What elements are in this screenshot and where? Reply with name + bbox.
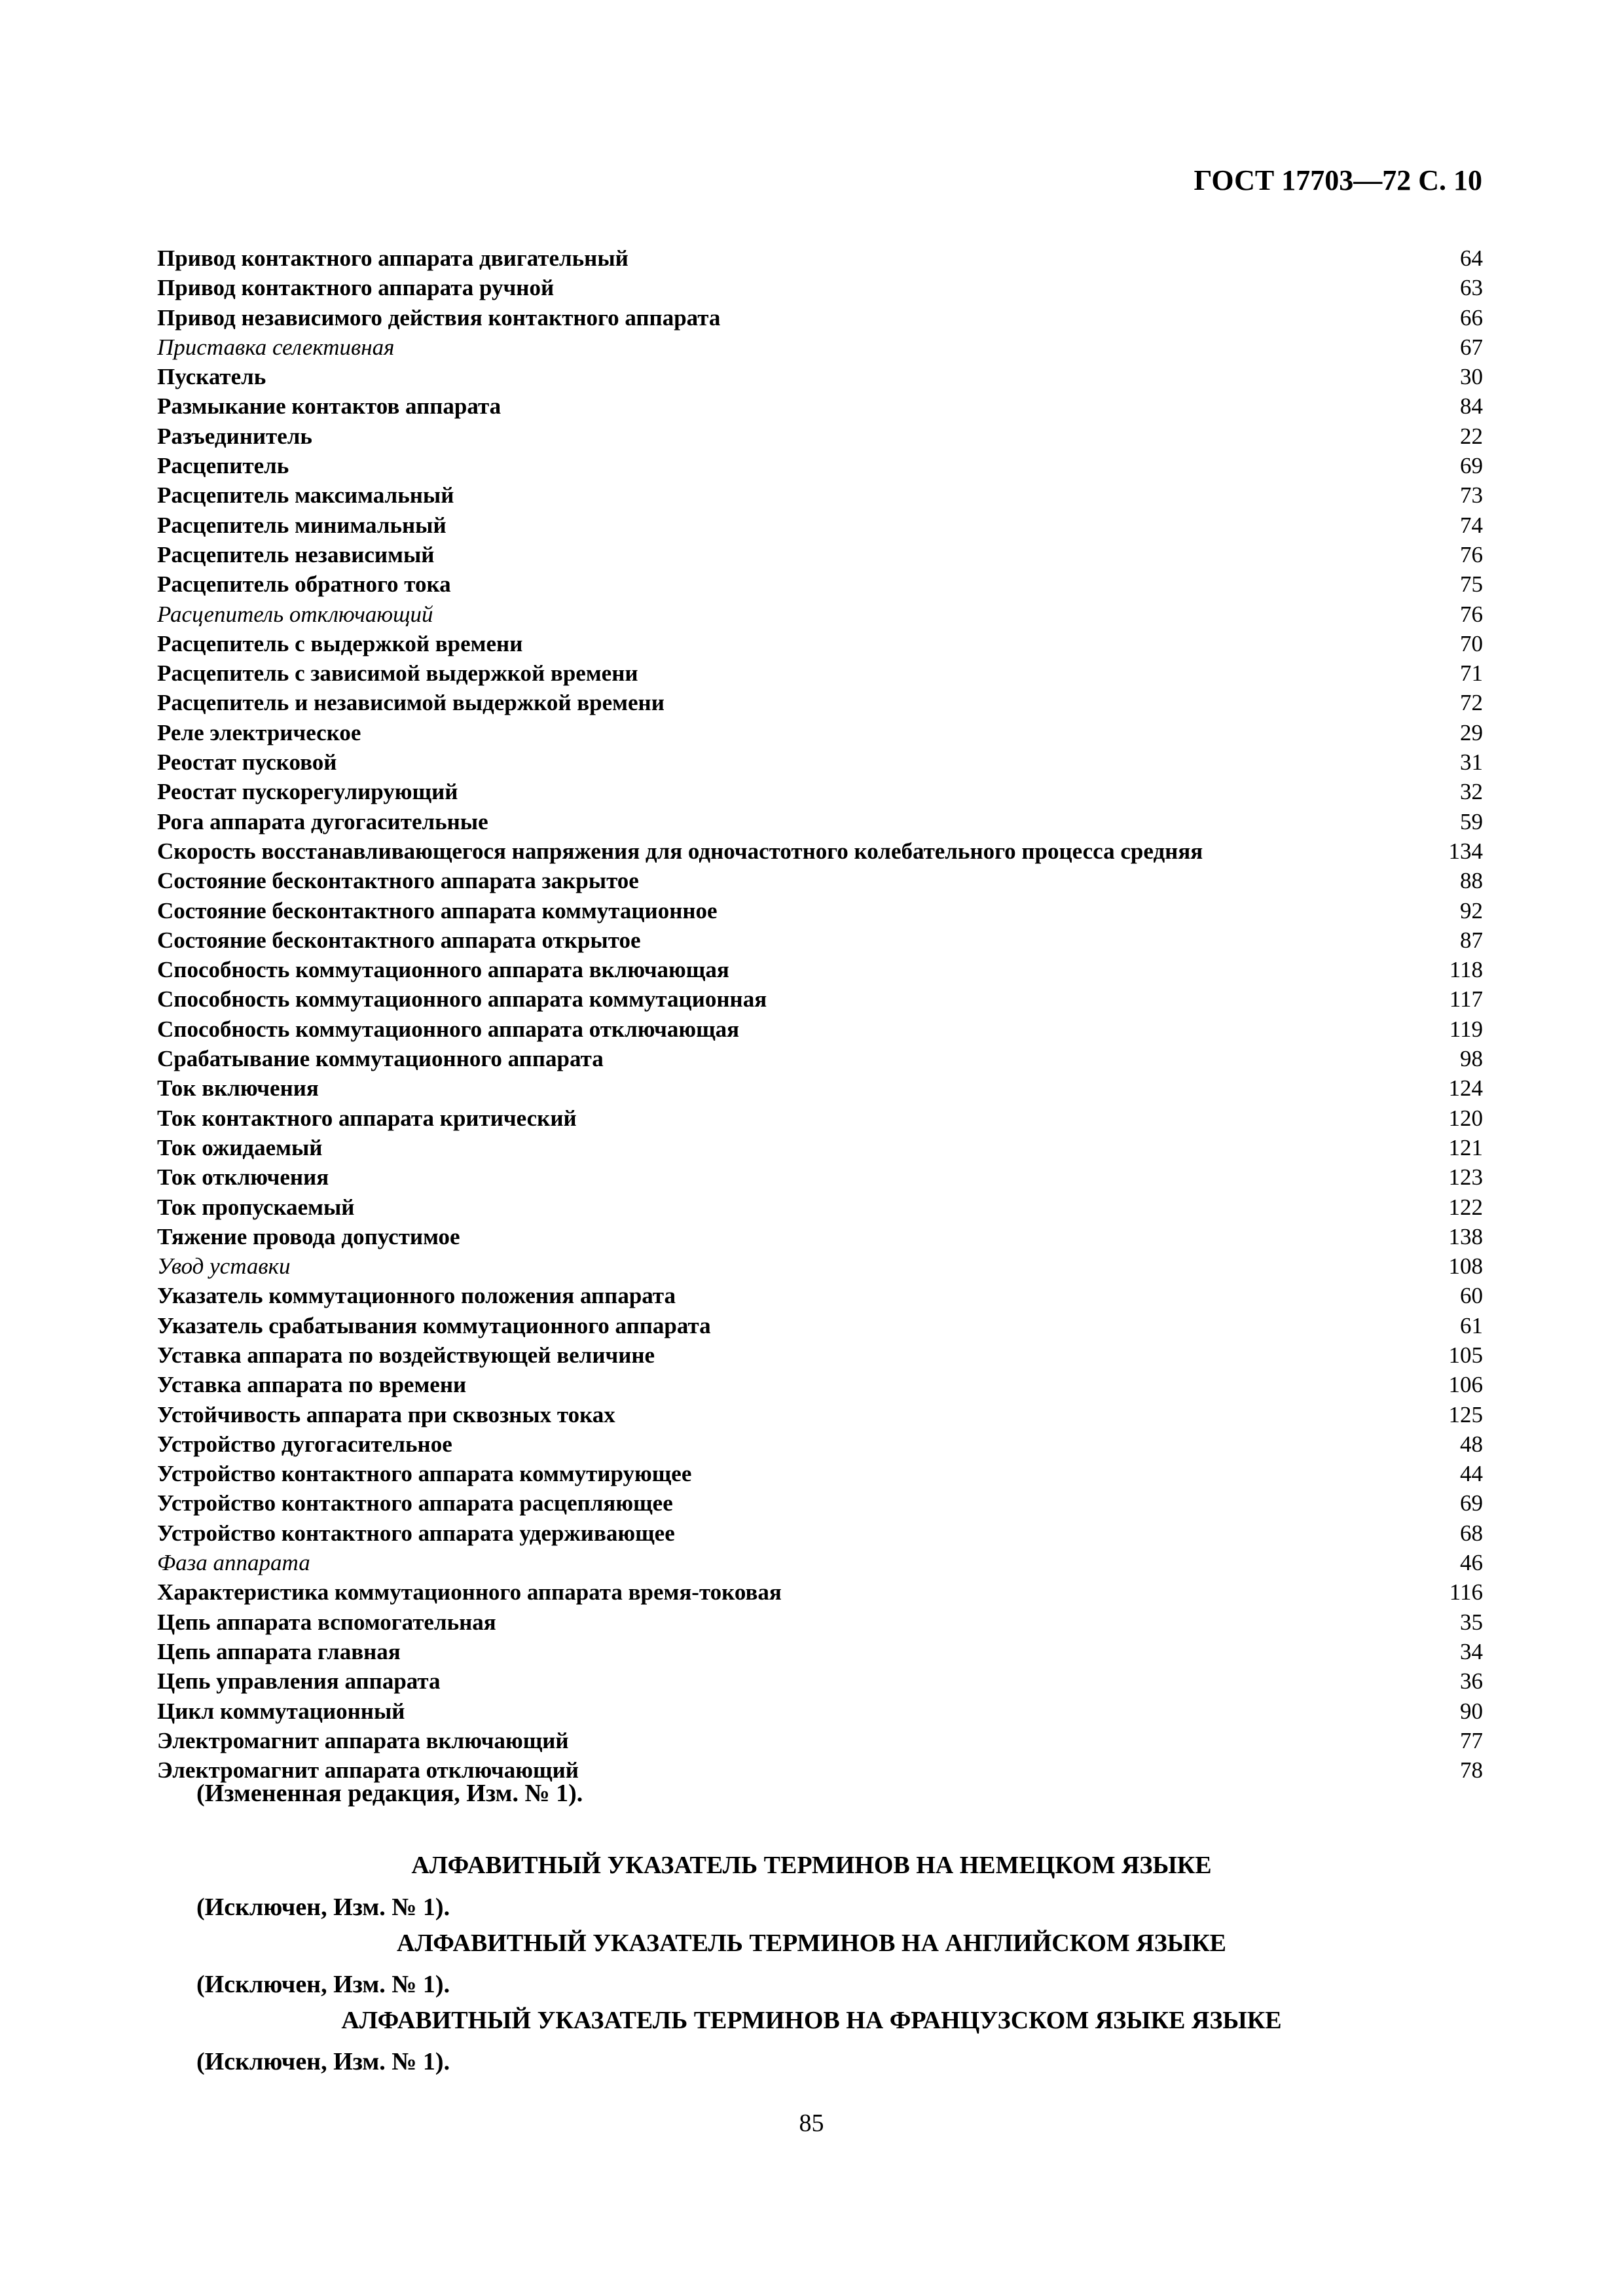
- index-paragraph-number: 22: [1460, 423, 1483, 449]
- index-entry: [157, 1488, 1483, 1518]
- index-entry: [157, 836, 1483, 866]
- index-term: Тяжение провода допустимое: [157, 1223, 460, 1249]
- index-entry: [157, 984, 1483, 1014]
- index-term: Срабатывание коммутационного аппарата: [157, 1046, 604, 1072]
- index-entry: [157, 600, 1483, 629]
- index-entry: [157, 1014, 1483, 1044]
- index-term: Указатель срабатывания коммутационного аппарата: [157, 1312, 711, 1338]
- index-term: Фаза аппарата: [157, 1550, 310, 1576]
- index-paragraph-number: 66: [1460, 304, 1483, 331]
- index-entry: [157, 1637, 1483, 1666]
- index-paragraph-number: 105: [1448, 1342, 1483, 1368]
- index-term: Расцепитель и независимой выдержкой времени: [157, 690, 665, 716]
- index-paragraph-number: 46: [1460, 1550, 1483, 1576]
- index-entry: [157, 243, 1483, 273]
- index-entry: [157, 1193, 1483, 1222]
- index-paragraph-number: 87: [1460, 927, 1483, 953]
- index-entry: [157, 451, 1483, 480]
- page-number: 85: [799, 2109, 824, 2137]
- index-paragraph-number: 121: [1448, 1134, 1483, 1160]
- index-term: Способность коммутационного аппарата коммутационная: [157, 986, 767, 1013]
- index-entry: [157, 777, 1483, 806]
- index-paragraph-number: 34: [1460, 1638, 1483, 1664]
- index-term: Состояние бесконтактного аппарата открытое: [157, 927, 641, 953]
- index-paragraph-number: 35: [1460, 1609, 1483, 1635]
- index-term: Характеристика коммутационного аппарата время-токовая: [157, 1579, 782, 1605]
- index-entry: [157, 273, 1483, 302]
- index-paragraph-number: 72: [1460, 690, 1483, 716]
- index-term: Состояние бесконтактного аппарата закрытое: [157, 868, 639, 894]
- index-paragraph-number: 77: [1460, 1727, 1483, 1753]
- index-entry: [157, 1222, 1483, 1251]
- index-term: Состояние бесконтактного аппарата коммутационное: [157, 897, 718, 924]
- index-term: Устройство контактного аппарата удерживающее: [157, 1520, 675, 1546]
- index-paragraph-number: 32: [1460, 779, 1483, 805]
- index-term: Расцепитель отключающий: [157, 601, 433, 627]
- index-entry: [157, 1311, 1483, 1340]
- index-paragraph-number: 120: [1448, 1105, 1483, 1131]
- index-term: Ток контактного аппарата критический: [157, 1105, 577, 1131]
- index-term: Ток включения: [157, 1075, 319, 1102]
- index-term: Скорость восстанавливающегося напряжения для одночастотного колебательного процесса средняя: [157, 838, 1203, 864]
- index-term: Электромагнит аппарата включающий: [157, 1727, 569, 1753]
- index-paragraph-number: 134: [1448, 838, 1483, 864]
- index-paragraph-number: 106: [1448, 1372, 1483, 1398]
- index-paragraph-number: 138: [1448, 1223, 1483, 1249]
- index-paragraph-number: 64: [1460, 245, 1483, 271]
- section-title-english: АЛФАВИТНЫЙ УКАЗАТЕЛЬ ТЕРМИНОВ НА АНГЛИЙСКОМ ЯЗЫКЕ: [397, 1929, 1226, 1957]
- index-term: Устройство контактного аппарата расцепляющее: [157, 1490, 673, 1516]
- index-entry: [157, 422, 1483, 451]
- index-paragraph-number: 78: [1460, 1757, 1483, 1784]
- index-entry: [157, 569, 1483, 599]
- section-note-german: (Исключен, Изм. № 1).: [196, 1893, 450, 1921]
- index-entry: [157, 718, 1483, 747]
- index-term: Цепь управления аппарата: [157, 1668, 441, 1695]
- index-term: Расцепитель: [157, 453, 289, 479]
- section-note-french: (Исключен, Изм. № 1).: [196, 2048, 450, 2075]
- amendment-note: (Измененная редакция, Изм. № 1).: [196, 1780, 583, 1807]
- section-title-german: АЛФАВИТНЫЙ УКАЗАТЕЛЬ ТЕРМИНОВ НА НЕМЕЦКОМ ЯЗЫКЕ: [411, 1852, 1212, 1879]
- index-term: Уставка аппарата по времени: [157, 1372, 467, 1398]
- index-paragraph-number: 84: [1460, 393, 1483, 420]
- index-entry: [157, 1073, 1483, 1103]
- index-paragraph-number: 60: [1460, 1283, 1483, 1309]
- term-index-list: [157, 243, 1483, 1785]
- index-paragraph-number: 30: [1460, 364, 1483, 390]
- index-entry: [157, 1726, 1483, 1755]
- index-entry: [157, 303, 1483, 332]
- index-term: Расцепитель независимый: [157, 541, 435, 567]
- index-entry: [157, 1370, 1483, 1399]
- index-paragraph-number: 98: [1460, 1046, 1483, 1072]
- index-paragraph-number: 48: [1460, 1431, 1483, 1457]
- index-paragraph-number: 71: [1460, 660, 1483, 687]
- index-term: Ток пропускаемый: [157, 1194, 355, 1220]
- index-paragraph-number: 92: [1460, 897, 1483, 924]
- index-entry: [157, 1162, 1483, 1192]
- index-entry: [157, 511, 1483, 540]
- index-term: Увод уставки: [157, 1253, 291, 1280]
- index-term: Ток ожидаемый: [157, 1134, 323, 1160]
- index-paragraph-number: 117: [1449, 986, 1483, 1013]
- index-paragraph-number: 118: [1449, 957, 1483, 983]
- index-term: Уставка аппарата по воздействующей величине: [157, 1342, 655, 1368]
- index-term: Приставка селективная: [157, 334, 395, 360]
- index-entry: [157, 1103, 1483, 1133]
- page-header: ГОСТ 17703—72 С. 10: [1194, 164, 1482, 196]
- index-term: Устойчивость аппарата при сквозных токах: [157, 1401, 615, 1427]
- index-entry: [157, 1340, 1483, 1370]
- index-paragraph-number: 76: [1460, 601, 1483, 627]
- index-term: Электромагнит аппарата отключающий: [157, 1757, 579, 1784]
- index-entry: [157, 1281, 1483, 1310]
- index-term: Цепь аппарата главная: [157, 1638, 401, 1664]
- index-paragraph-number: 29: [1460, 719, 1483, 745]
- index-entry: [157, 1696, 1483, 1726]
- index-entry: [157, 480, 1483, 510]
- index-entry: [157, 391, 1483, 421]
- index-term: Расцепитель с выдержкой времени: [157, 630, 523, 656]
- index-entry: [157, 629, 1483, 658]
- index-paragraph-number: 75: [1460, 571, 1483, 598]
- index-term: Размыкание контактов аппарата: [157, 393, 501, 420]
- index-paragraph-number: 125: [1448, 1401, 1483, 1427]
- index-entry: [157, 925, 1483, 955]
- index-term: Цепь аппарата вспомогательная: [157, 1609, 496, 1635]
- index-term: Рога аппарата дугогасительные: [157, 808, 488, 834]
- index-paragraph-number: 124: [1448, 1075, 1483, 1102]
- index-term: Расцепитель обратного тока: [157, 571, 451, 598]
- index-paragraph-number: 76: [1460, 541, 1483, 567]
- index-term: Цикл коммутационный: [157, 1698, 405, 1724]
- index-entry: [157, 896, 1483, 925]
- index-paragraph-number: 44: [1460, 1461, 1483, 1487]
- index-paragraph-number: 70: [1460, 630, 1483, 656]
- index-entry: [157, 658, 1483, 688]
- index-term: Привод контактного аппарата ручной: [157, 275, 555, 301]
- index-paragraph-number: 31: [1460, 749, 1483, 776]
- index-entry: [157, 540, 1483, 569]
- index-paragraph-number: 108: [1448, 1253, 1483, 1280]
- index-paragraph-number: 67: [1460, 334, 1483, 360]
- index-entry: [157, 866, 1483, 895]
- index-term: Указатель коммутационного положения аппарата: [157, 1283, 676, 1309]
- index-paragraph-number: 122: [1448, 1194, 1483, 1220]
- index-entry: [157, 955, 1483, 984]
- index-paragraph-number: 36: [1460, 1668, 1483, 1695]
- index-paragraph-number: 116: [1449, 1579, 1483, 1605]
- index-term: Привод контактного аппарата двигательный: [157, 245, 629, 271]
- index-paragraph-number: 68: [1460, 1520, 1483, 1546]
- index-entry: [157, 1518, 1483, 1548]
- index-entry: [157, 1429, 1483, 1459]
- index-entry: [157, 1548, 1483, 1577]
- index-paragraph-number: 69: [1460, 1490, 1483, 1516]
- index-entry: [157, 1607, 1483, 1637]
- index-entry: [157, 688, 1483, 717]
- index-term: Разъединитель: [157, 423, 312, 449]
- index-entry: [157, 1577, 1483, 1607]
- index-paragraph-number: 119: [1449, 1016, 1483, 1042]
- index-entry: [157, 1133, 1483, 1162]
- section-note-english: (Исключен, Изм. № 1).: [196, 1971, 450, 1998]
- index-term: Реле электрическое: [157, 719, 361, 745]
- index-entry: [157, 332, 1483, 362]
- index-term: Способность коммутационного аппарата включающая: [157, 957, 729, 983]
- index-entry: [157, 747, 1483, 777]
- index-entry: [157, 1044, 1483, 1073]
- index-entry: [157, 1459, 1483, 1488]
- index-paragraph-number: 74: [1460, 512, 1483, 538]
- index-paragraph-number: 123: [1448, 1164, 1483, 1191]
- index-term: Способность коммутационного аппарата отключающая: [157, 1016, 740, 1042]
- index-entry: [157, 1251, 1483, 1281]
- index-paragraph-number: 73: [1460, 482, 1483, 509]
- index-term: Расцепитель с зависимой выдержкой времени: [157, 660, 638, 687]
- index-term: Пускатель: [157, 364, 266, 390]
- index-paragraph-number: 88: [1460, 868, 1483, 894]
- index-paragraph-number: 59: [1460, 808, 1483, 834]
- index-paragraph-number: 61: [1460, 1312, 1483, 1338]
- index-term: Реостат пускорегулирующий: [157, 779, 458, 805]
- index-entry: [157, 807, 1483, 836]
- index-term: Устройство дугогасительное: [157, 1431, 452, 1457]
- index-paragraph-number: 69: [1460, 453, 1483, 479]
- index-term: Устройство контактного аппарата коммутирующее: [157, 1461, 692, 1487]
- index-entry: [157, 1400, 1483, 1429]
- index-entry: [157, 1666, 1483, 1696]
- index-term: Реостат пусковой: [157, 749, 337, 776]
- index-paragraph-number: 63: [1460, 275, 1483, 301]
- index-term: Ток отключения: [157, 1164, 329, 1191]
- index-paragraph-number: 90: [1460, 1698, 1483, 1724]
- index-term: Расцепитель максимальный: [157, 482, 454, 509]
- section-title-french: АЛФАВИТНЫЙ УКАЗАТЕЛЬ ТЕРМИНОВ НА ФРАНЦУЗСКОМ ЯЗЫКЕ ЯЗЫКЕ: [341, 2007, 1282, 2034]
- index-entry: [157, 362, 1483, 391]
- index-term: Привод независимого действия контактного аппарата: [157, 304, 721, 331]
- index-term: Расцепитель минимальный: [157, 512, 447, 538]
